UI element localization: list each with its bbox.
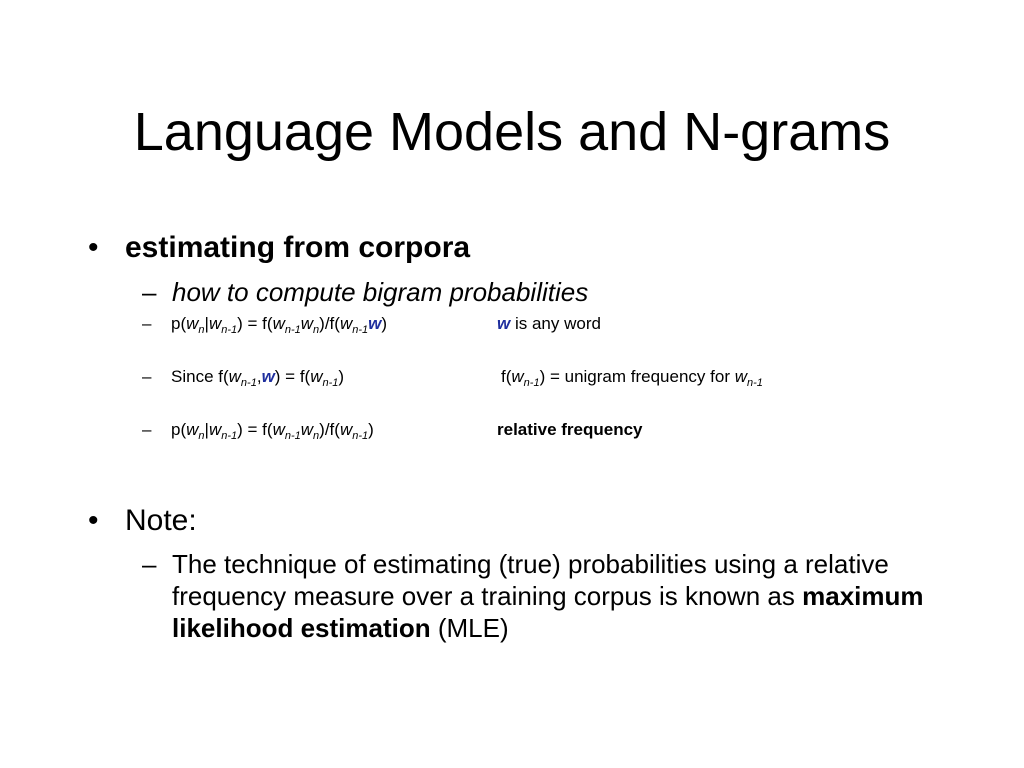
formula-note-2: $f(w_{n-1})$ = unigram frequency for $w_{n-1}$ <box>501 367 763 389</box>
unigram-text: = unigram frequency for <box>549 367 730 386</box>
formula-marker: – <box>142 420 152 439</box>
subbullet-mle <box>142 548 942 643</box>
mle-text-after: (MLE) <box>437 613 509 643</box>
relative-frequency-label: relative frequency <box>497 420 643 439</box>
mle-bold: maximum likelihood estimation <box>172 581 924 643</box>
bullet-text: estimating from corpora <box>125 231 471 264</box>
any-word-var: w <box>497 314 511 333</box>
bullet-marker: • <box>88 504 99 537</box>
formula-note-1 <box>497 313 601 335</box>
mle-paragraph <box>172 548 932 644</box>
formula-marker: – <box>142 367 152 386</box>
formula-line-1: – $p(w_n|w_{n-1}) = f(w_{n-1}w_n)/f(w_{n-1}w)$ <box>142 314 388 336</box>
slide-title: Language Models and N-grams <box>133 102 891 162</box>
subbullet-marker: – <box>142 277 157 307</box>
bullet-note <box>88 503 197 539</box>
formula-marker: – <box>142 314 152 333</box>
subbullet-marker: – <box>142 549 157 579</box>
since-text: Since <box>171 367 214 386</box>
formula-line-3: – $p(w_n|w_{n-1}) = f(w_{n-1}w_n)/f(w_{n-1})$ <box>142 420 374 442</box>
bullet-marker: • <box>88 231 99 264</box>
bullet-text: Note: <box>125 504 197 537</box>
mle-text-before: The technique of estimating (true) probabilities using a relative frequency measure over a training corpus is known as <box>172 549 889 611</box>
formula-line-2: – Since $f(w_{n-1},w) = f(w_{n-1})$ <box>142 367 345 389</box>
any-word-text: is any word <box>514 314 601 333</box>
subbullet-bigram <box>142 276 588 308</box>
bullet-estimating <box>88 230 470 266</box>
subbullet-text: how to compute bigram probabilities <box>172 277 589 307</box>
